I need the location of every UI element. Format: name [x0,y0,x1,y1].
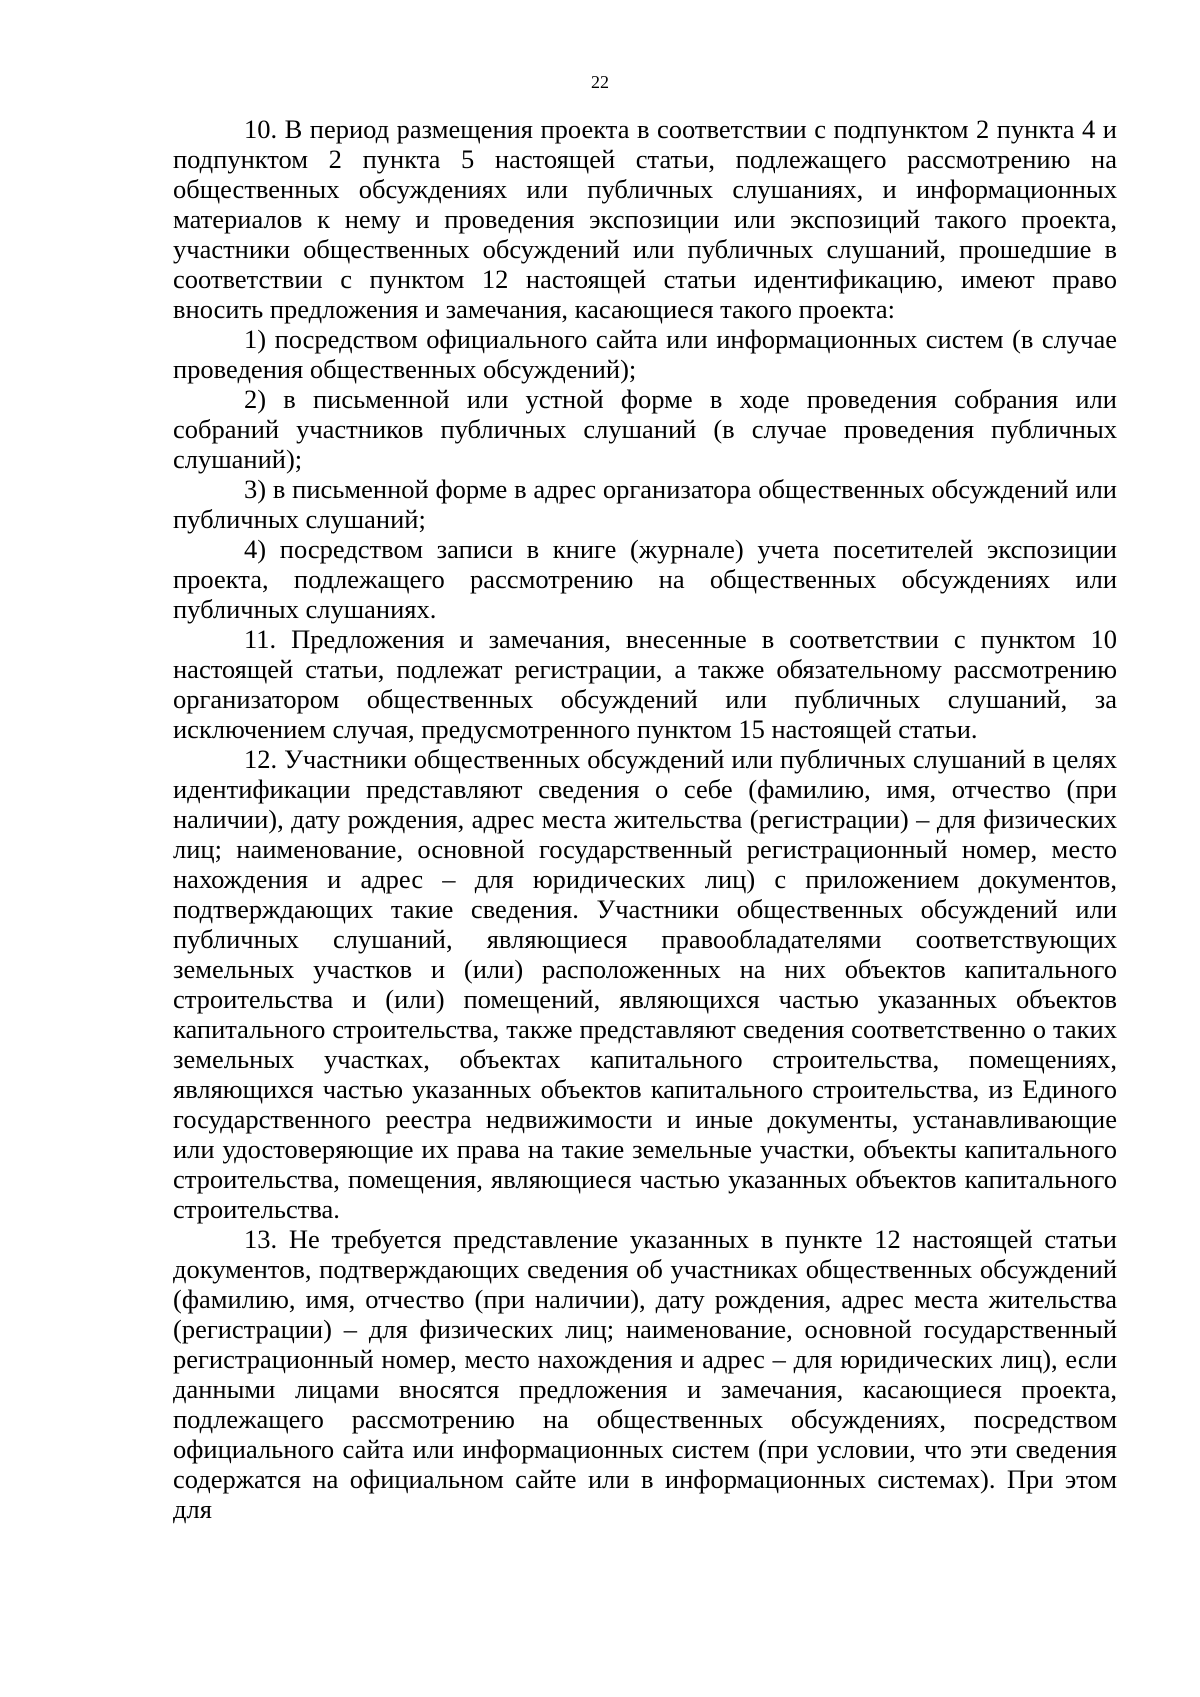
paragraph-10-item-4: 4) посредством записи в книге (журнале) учета посетителей экспозиции проекта, подлежащего рассмотрению на общественных обсуждениях или публичных слушаниях. [173,534,1117,624]
paragraph-10: 10. В период размещения проекта в соответствии с подпунктом 2 пункта 4 и подпунктом 2 пункта 5 настоящей статьи, подлежащего рассмотрению на общественных обсуждениях или публичных слушаниях, и информационных материалов к нему и проведения экспозиции или экспозиций такого проекта, участники общественных обсуждений или публичных слушаний, прошедшие в соответствии с пунктом 12 настоящей статьи идентификацию, имеют право вносить предложения и замечания, касающиеся такого проекта: [173,114,1117,324]
paragraph-13: 13. Не требуется представление указанных в пункте 12 настоящей статьи документов, подтверждающих сведения об участниках общественных обсуждений (фамилию, имя, отчество (при наличии), дату рождения, адрес места жительства (регистрации) – для физических лиц; наименование, основной государственный регистрационный номер, место нахождения и адрес – для юридических лиц), если данными лицами вносятся предложения и замечания, касающиеся проекта, подлежащего рассмотрению на общественных обсуждениях, посредством официального сайта или информационных систем (при условии, что эти сведения содержатся на официальном сайте или в информационных системах). При этом для [173,1224,1117,1524]
document-body [173,114,1117,1524]
paragraph-10-item-1: 1) посредством официального сайта или информационных систем (в случае проведения общественных обсуждений); [173,324,1117,384]
paragraph-10-item-3: 3) в письменной форме в адрес организатора общественных обсуждений или публичных слушаний; [173,474,1117,534]
paragraph-12: 12. Участники общественных обсуждений или публичных слушаний в целях идентификации представляют сведения о себе (фамилию, имя, отчество (при наличии), дату рождения, адрес места жительства (регистрации) – для физических лиц; наименование, основной государственный регистрационный номер, место нахождения и адрес – для юридических лиц) с приложением документов, подтверждающих такие сведения. Участники общественных обсуждений или публичных слушаний, являющиеся правообладателями соответствующих земельных участков и (или) расположенных на них объектов капитального строительства и (или) помещений, являющихся частью указанных объектов капитального строительства, также представляют сведения соответственно о таких земельных участках, объектах капитального строительства, помещениях, являющихся частью указанных объектов капитального строительства, из Единого государственного реестра недвижимости и иные документы, устанавливающие или удостоверяющие их права на такие земельные участки, объекты капитального строительства, помещения, являющиеся частью указанных объектов капитального строительства. [173,744,1117,1224]
paragraph-10-item-2: 2) в письменной или устной форме в ходе проведения собрания или собраний участников публичных слушаний (в случае проведения публичных слушаний); [173,384,1117,474]
paragraph-11: 11. Предложения и замечания, внесенные в соответствии с пунктом 10 настоящей статьи, подлежат регистрации, а также обязательному рассмотрению организатором общественных обсуждений или публичных слушаний, за исключением случая, предусмотренного пунктом 15 настоящей статьи. [173,624,1117,744]
page-number: 22 [591,72,609,92]
